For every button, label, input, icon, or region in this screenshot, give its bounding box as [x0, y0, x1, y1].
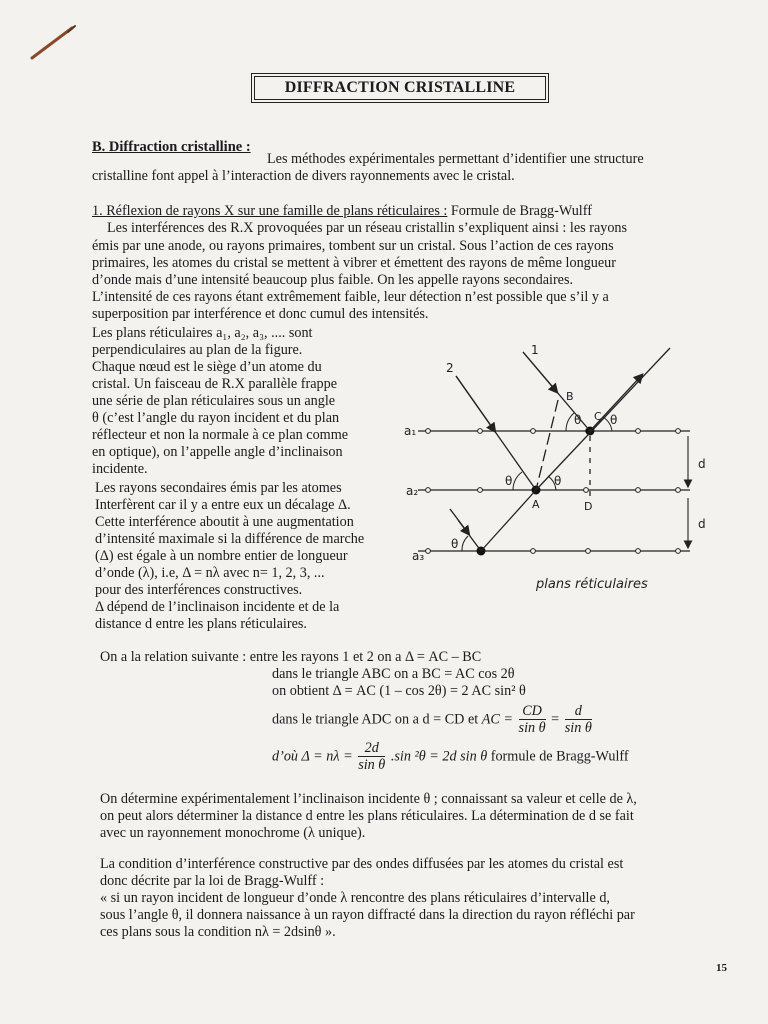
label-ray-1: 1: [531, 343, 539, 357]
left-col-line-9: incidente.: [92, 461, 148, 477]
label-theta-1: θ: [574, 413, 582, 427]
rays: [450, 348, 670, 551]
page-number: 15: [716, 962, 727, 974]
left-col-line-7: réflecteur et non la normale à ce plan comme: [92, 427, 349, 443]
relation-line-2: dans le triangle ABC on a BC = AC cos 2θ: [272, 666, 515, 682]
relation-lead: On a la relation suivante :: [100, 649, 250, 665]
label-d-spacing-1: d: [698, 457, 706, 471]
left-col-line-5: une série de plan réticulaires sous un angle: [92, 393, 336, 409]
label-theta-5: θ: [451, 537, 459, 551]
fraction-cd-sin: [519, 703, 546, 736]
left-col-line-12: Cette interférence aboutit à une augmentation: [95, 514, 354, 530]
relation-line-1: [100, 648, 481, 666]
fraction-2d-numerator: 2d: [358, 740, 385, 757]
lattice-planes: [418, 431, 690, 551]
label-ray-2: 2: [446, 361, 454, 375]
label-b: B: [566, 390, 574, 403]
subsection-1-formula-name: Formule de Bragg-Wulff: [447, 203, 592, 219]
relation-delta-lead: d’où Δ = nλ =: [272, 748, 353, 765]
label-c: C: [594, 410, 602, 423]
para1-line-4: d’onde mais d’une intensité beaucoup plus faible. On les appelle rayons secondaires.: [92, 272, 574, 288]
left-col-line-4: cristal. Un faisceau de R.X parallèle frappe: [92, 376, 338, 392]
left-col-line-2: perpendiculaires au plan de la figure.: [92, 342, 303, 358]
intro-line-1: Les méthodes expérimentales permettant d’identifier une structure: [267, 151, 644, 167]
para3-line-2: donc décrite par la loi de Bragg-Wulff :: [100, 873, 325, 889]
page-title: DIFFRACTION CRISTALLINE: [254, 76, 546, 100]
label-a: A: [532, 498, 540, 511]
para1-line-1: Les interférences des R.X provoquées par un réseau cristallin s’expliquent ainsi : les rayons: [107, 220, 628, 236]
para1-line-2: émis par une anode, ou rayons primaires, tombent sur un cristal. Sous l’action de ces rayons: [92, 238, 614, 254]
label-a3: a₃: [412, 549, 425, 563]
bragg-diagram: [398, 338, 708, 598]
label-theta-3: θ: [505, 474, 513, 488]
pen-mark-icon: [28, 22, 78, 62]
fraction-d-denominator: sin θ: [564, 720, 592, 736]
para1-line-6: superposition par interférence et donc cumul des intensités.: [92, 306, 429, 322]
left-col-line-6: θ (c’est l’angle du rayon incident et du plan: [92, 410, 340, 426]
fraction-d-sin: [565, 703, 592, 736]
para2-line-2: on peut alors déterminer la distance d entre les plans réticulaires. La détermination de d se fait: [100, 808, 634, 824]
label-theta-2: θ: [610, 413, 618, 427]
para3-line-3: « si un rayon incident de longueur d’onde λ rencontre des plans réticulaires d’intervalle d,: [100, 890, 610, 906]
relation-bragg-result: .sin ²θ = 2d sin θ: [390, 748, 488, 765]
relation-formula-name: formule de Bragg-Wulff: [487, 748, 629, 765]
intro-line-2: cristalline font appel à l’interaction de divers rayonnements avec le cristal.: [92, 168, 515, 184]
left-col-line-8: en optique), on l’appelle angle d’inclinaison: [92, 444, 343, 460]
left-col-line-11: Interfèrent car il y a entre eux un décalage Δ.: [95, 497, 351, 513]
ray-3-reflected: [481, 490, 536, 551]
label-d-point: D: [584, 500, 593, 513]
fraction-2d-sin: [358, 740, 385, 773]
relation-line-3: on obtient Δ = AC (1 – cos 2θ) = 2 AC sin² θ: [272, 683, 526, 699]
relation-adc: dans le triangle ADC on a d = CD et: [272, 711, 482, 728]
para2-line-3: avec un rayonnement monochrome (λ unique).: [100, 825, 366, 841]
para2-line-1: On détermine expérimentalement l’inclinaison incidente θ ; connaissant sa valeur et celle de λ,: [100, 791, 637, 807]
fraction-cd-denominator: sin θ: [518, 720, 546, 736]
relation-line-5: [272, 740, 629, 773]
left-col-line-3: Chaque nœud est le siège d’un atome du: [92, 359, 322, 375]
subsection-1-heading: [92, 202, 592, 220]
left-col-line-10: Les rayons secondaires émis par les atomes: [95, 480, 342, 496]
left-col-line-14: (Δ) est égale à un nombre entier de longueur: [95, 548, 348, 564]
left-col-line-18: distance d entre les plans réticulaires.: [95, 616, 307, 632]
left-col-line-15: d’onde (λ), i.e, Δ = nλ avec n= 1, 2, 3, ...: [95, 565, 325, 581]
fraction-2d-denominator: sin θ: [358, 757, 386, 773]
fraction-d-numerator: d: [565, 703, 592, 720]
lattice-nodes: [426, 429, 681, 554]
para3-line-5: ces plans sous la condition nλ = 2dsinθ ».: [100, 924, 336, 940]
para1-line-5: L’intensité de ces rayons étant extrêmement faible, leur détection n’est possible que s’il y a: [92, 289, 609, 305]
fraction-cd-numerator: CD: [519, 703, 546, 720]
ray-reflected: [536, 348, 670, 490]
para3-line-4: sous l’angle θ, il donnera naissance à un rayon diffracté dans la direction du rayon réfléchi par: [100, 907, 635, 923]
relation-line-4: [272, 703, 594, 736]
left-col-line-13: d’intensité maximale si la différence de marche: [95, 531, 365, 547]
left-col-line-17: Δ dépend de l’inclinaison incidente et de la: [95, 599, 340, 615]
section-b-heading: B. Diffraction cristalline :: [92, 139, 251, 155]
relation-ac-label: AC =: [481, 711, 513, 728]
left-col-line-1: Les plans réticulaires a₁, a₂, a₃, .... sont: [92, 325, 313, 341]
subsection-1-title: 1. Réflexion de rayons X sur une famille de plans réticulaires :: [92, 203, 448, 219]
diagram-caption: plans réticulaires: [536, 577, 648, 592]
label-a2: a₂: [406, 484, 419, 498]
left-col-line-16: pour des interférences constructives.: [95, 582, 303, 598]
relation-equals: =: [551, 711, 560, 728]
relation-ac-bc: entre les rayons 1 et 2 on a Δ = AC – BC: [249, 649, 482, 665]
label-theta-4: θ: [554, 474, 562, 488]
label-a1: a₁: [404, 424, 417, 438]
para1-line-3: primaires, les atomes du cristal se mettent à vibrer et émettent des rayons de même longueur: [92, 255, 616, 271]
label-d-spacing-2: d: [698, 517, 706, 531]
para3-line-1: La condition d’interférence constructive par des ondes diffusées par les atomes du cristal est: [100, 856, 624, 872]
